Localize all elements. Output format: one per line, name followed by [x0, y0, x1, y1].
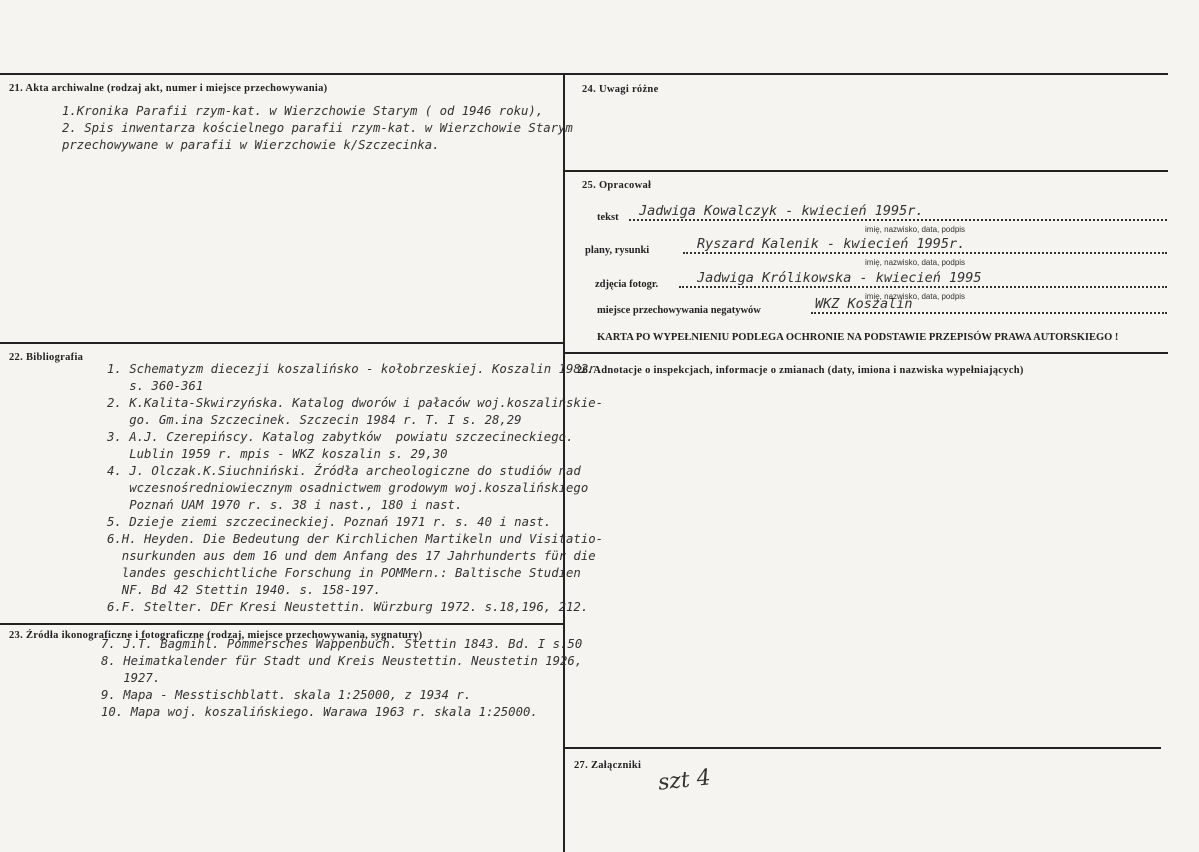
dotted-line — [811, 312, 1167, 314]
section-22-label: 22. Bibliografia — [9, 352, 84, 363]
field-label: miejsce przechowywania negatywów — [597, 305, 761, 316]
section-24-label: 24. Uwagi różne — [582, 84, 659, 95]
top-rule — [0, 73, 1168, 75]
rule-21-22 — [0, 342, 563, 344]
section-21-content — [62, 103, 573, 154]
bibliography-line: 8. Heimatkalender für Stadt und Kreis Neustettin. Neustetin 1926, — [101, 654, 583, 668]
bibliography-line: 9. Mapa - Messtischblatt. skala 1:25000, z 1934 r. — [101, 688, 472, 702]
rule-25-26 — [565, 352, 1168, 354]
section-27-label: 27. Załączniki — [574, 760, 642, 771]
rule-24-25 — [565, 170, 1168, 172]
bibliography-line: 5. Dzieje ziemi szczecineckiej. Poznań 1971 r. s. 40 i nast. — [107, 515, 552, 529]
bibliography-line: s. 360-361 — [107, 379, 204, 393]
rule-22-23 — [0, 623, 563, 625]
bibliography-list — [107, 361, 603, 616]
bibliography-line: 3. A.J. Czerepińscy. Katalog zabytków powiatu szczecineckiego. — [107, 430, 574, 444]
field-hint: imię, nazwisko, data, podpis — [865, 225, 966, 234]
bibliography-line: Poznań UAM 1970 r. s. 38 i nast., 180 i nast. — [107, 498, 463, 512]
field-label: tekst — [597, 212, 619, 223]
rule-26-27 — [565, 747, 1161, 749]
field-text-author — [597, 195, 1167, 234]
field-hint: imię, nazwisko, data, podpis — [865, 292, 966, 301]
field-label: plany, rysunki — [585, 245, 650, 256]
section-23-label: 23. Źródła ikonograficzne i fotograficzne (rodzaj, miejsce przechowywania, sygnatury) — [9, 630, 423, 641]
bibliography-line: 1. Schematyzm diecezji koszalińsko - kołobrzeskiej. Koszalin 1982r. — [107, 362, 604, 376]
archive-line: przechowywane w parafii w Wierzchowie k/Szczecinka. — [62, 138, 440, 152]
bibliography-list-continued — [101, 636, 582, 721]
bibliography-line: nsurkunden aus dem 16 und dem Anfang des 17 Jahrhunderts für die — [107, 549, 596, 563]
field-hint: imię, nazwisko, data, podpis — [865, 258, 966, 267]
field-plans-author — [585, 228, 1167, 267]
bibliography-line: wczesnośredniowiecznym osadnictwem grodowym woj.koszalińskiego — [107, 481, 589, 495]
dotted-line — [629, 219, 1167, 221]
archive-line: 1.Kronika Parafii rzym-kat. w Wierzchowie Starym ( od 1946 roku), — [62, 104, 544, 118]
copyright-notice: KARTA PO WYPEŁNIENIU PODLEGA OCHRONIE NA PODSTAWIE PRZEPISÓW PRAWA AUTORSKIEGO ! — [597, 332, 1119, 343]
section-25-label: 25. Opracował — [582, 180, 652, 191]
dotted-line — [683, 252, 1167, 254]
bibliography-line: 7. J.T. Bagmihl. Pommersches Wappenbuch. Stettin 1843. Bd. I s.50 — [101, 637, 583, 651]
bibliography-line: 1927. — [101, 671, 161, 685]
bibliography-line: NF. Bd 42 Stettin 1940. s. 158-197. — [107, 583, 381, 597]
attachments-count: szt 4 — [656, 765, 712, 796]
bibliography-line: 4. J. Olczak.K.Siuchniński. Źródła archeologiczne do studiów nad — [107, 464, 581, 478]
bibliography-line: 6.F. Stelter. DEr Kresi Neustettin. Würzburg 1972. s.18,196, 212. — [107, 600, 589, 614]
field-value: WKZ Koszalin — [815, 296, 913, 312]
bibliography-line: Lublin 1959 r. mpis - WKZ koszalin s. 29,30 — [107, 447, 448, 461]
field-value: Jadwiga Królikowska - kwiecień 1995 — [697, 270, 982, 286]
section-26-label: 26. Adnotacje o inspekcjach, informacje o zmianach (daty, imiona i nazwiska wypełniających) — [577, 365, 1024, 376]
field-label: zdjęcia fotogr. — [595, 279, 659, 290]
field-negatives-location — [597, 288, 1167, 318]
field-value: Ryszard Kalenik - kwiecień 1995r. — [697, 236, 966, 252]
archive-line: 2. Spis inwentarza kościelnego parafii rzym-kat. w Wierzchowie Starym — [62, 121, 573, 135]
bibliography-line: 10. Mapa woj. koszalińskiego. Warawa 1963 r. skala 1:25000. — [101, 705, 538, 719]
bibliography-line: 6.H. Heyden. Die Bedeutung der Kirchlichen Martikeln und Visitatio- — [107, 532, 604, 546]
bibliography-line: go. Gm.ina Szczecinek. Szczecin 1984 r. T. I s. 28,29 — [107, 413, 522, 427]
section-21-label: 21. Akta archiwalne (rodzaj akt, numer i miejsce przechowywania) — [9, 83, 328, 94]
field-value: Jadwiga Kowalczyk - kwiecień 1995r. — [639, 203, 924, 219]
bibliography-line: landes geschichtliche Forschung in POMMern.: Baltische Studien — [107, 566, 581, 580]
bibliography-line: 2. K.Kalita-Skwirzyńska. Katalog dworów i pałaców woj.koszalińskie- — [107, 396, 604, 410]
